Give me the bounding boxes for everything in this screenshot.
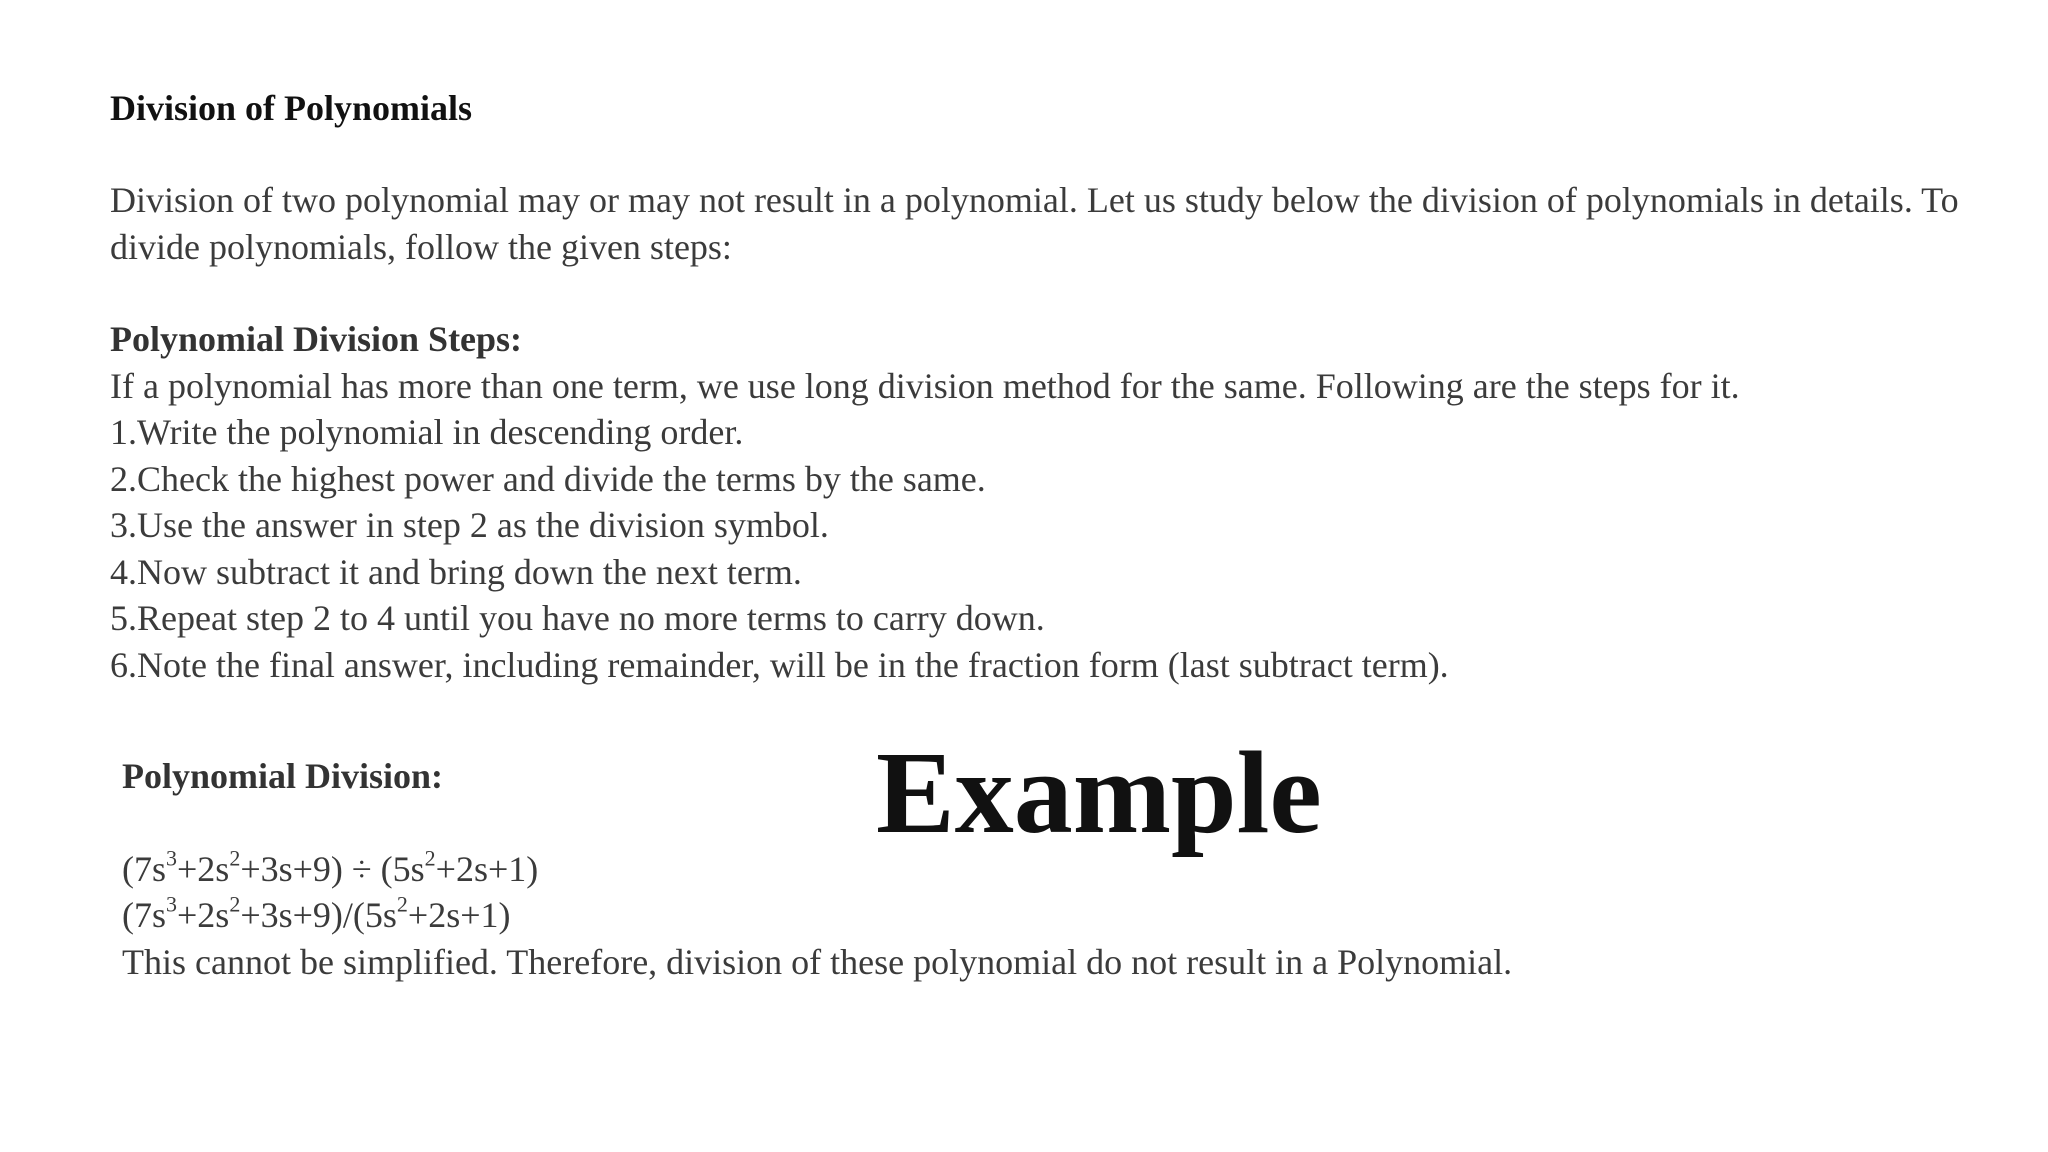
expr-part: +2s — [177, 895, 230, 935]
expr-part: +2s+1) — [435, 848, 539, 889]
step-item-1: 1.Write the polynomial in descending order. — [110, 412, 744, 452]
example-label: Example — [876, 727, 1322, 858]
expr-part: +2s — [177, 848, 230, 889]
step-item-5: 5.Repeat step 2 to 4 until you have no more terms to carry down. — [110, 598, 1045, 638]
fraction-expression — [122, 892, 1922, 939]
expr-exponent: 3 — [166, 845, 177, 871]
intro-paragraph: Division of two polynomial may or may not result in a polynomial. Let us study below the division of polynomials in details. To divide polynomials, follow the given steps: — [110, 180, 1959, 267]
expr-part: (7s — [122, 848, 166, 889]
expr-exponent: 2 — [229, 891, 241, 917]
expr-part: +3s+9)/(5s — [240, 895, 397, 935]
division-heading: Polynomial Division: — [122, 756, 444, 796]
step-item-2: 2.Check the highest power and divide the terms by the same. — [110, 458, 986, 499]
steps-list — [110, 409, 1990, 688]
expr-exponent: 2 — [424, 845, 436, 871]
steps-section — [110, 316, 1990, 688]
conclusion-text: This cannot be simplified. Therefore, division of these polynomial do not result in a Polynomial. — [122, 941, 1513, 982]
steps-heading: Polynomial Division Steps: — [110, 319, 523, 359]
expr-part: +3s+9) ÷ (5s — [240, 848, 425, 889]
expr-exponent: 2 — [229, 845, 241, 871]
expr-part: (7s — [122, 895, 166, 935]
expr-exponent: 2 — [396, 891, 408, 917]
step-item-3: 3.Use the answer in step 2 as the division symbol. — [110, 505, 829, 545]
page-title: Division of Polynomials — [110, 88, 473, 128]
expr-exponent: 3 — [166, 891, 177, 917]
steps-lead: If a polynomial has more than one term, we use long division method for the same. Following are the steps for it. — [110, 365, 1740, 406]
step-item-6: 6.Note the final answer, including remainder, will be in the fraction form (last subtract term). — [110, 644, 1449, 685]
step-item-4: 4.Now subtract it and bring down the next term. — [110, 551, 802, 592]
expr-part: +2s+1) — [407, 895, 511, 935]
